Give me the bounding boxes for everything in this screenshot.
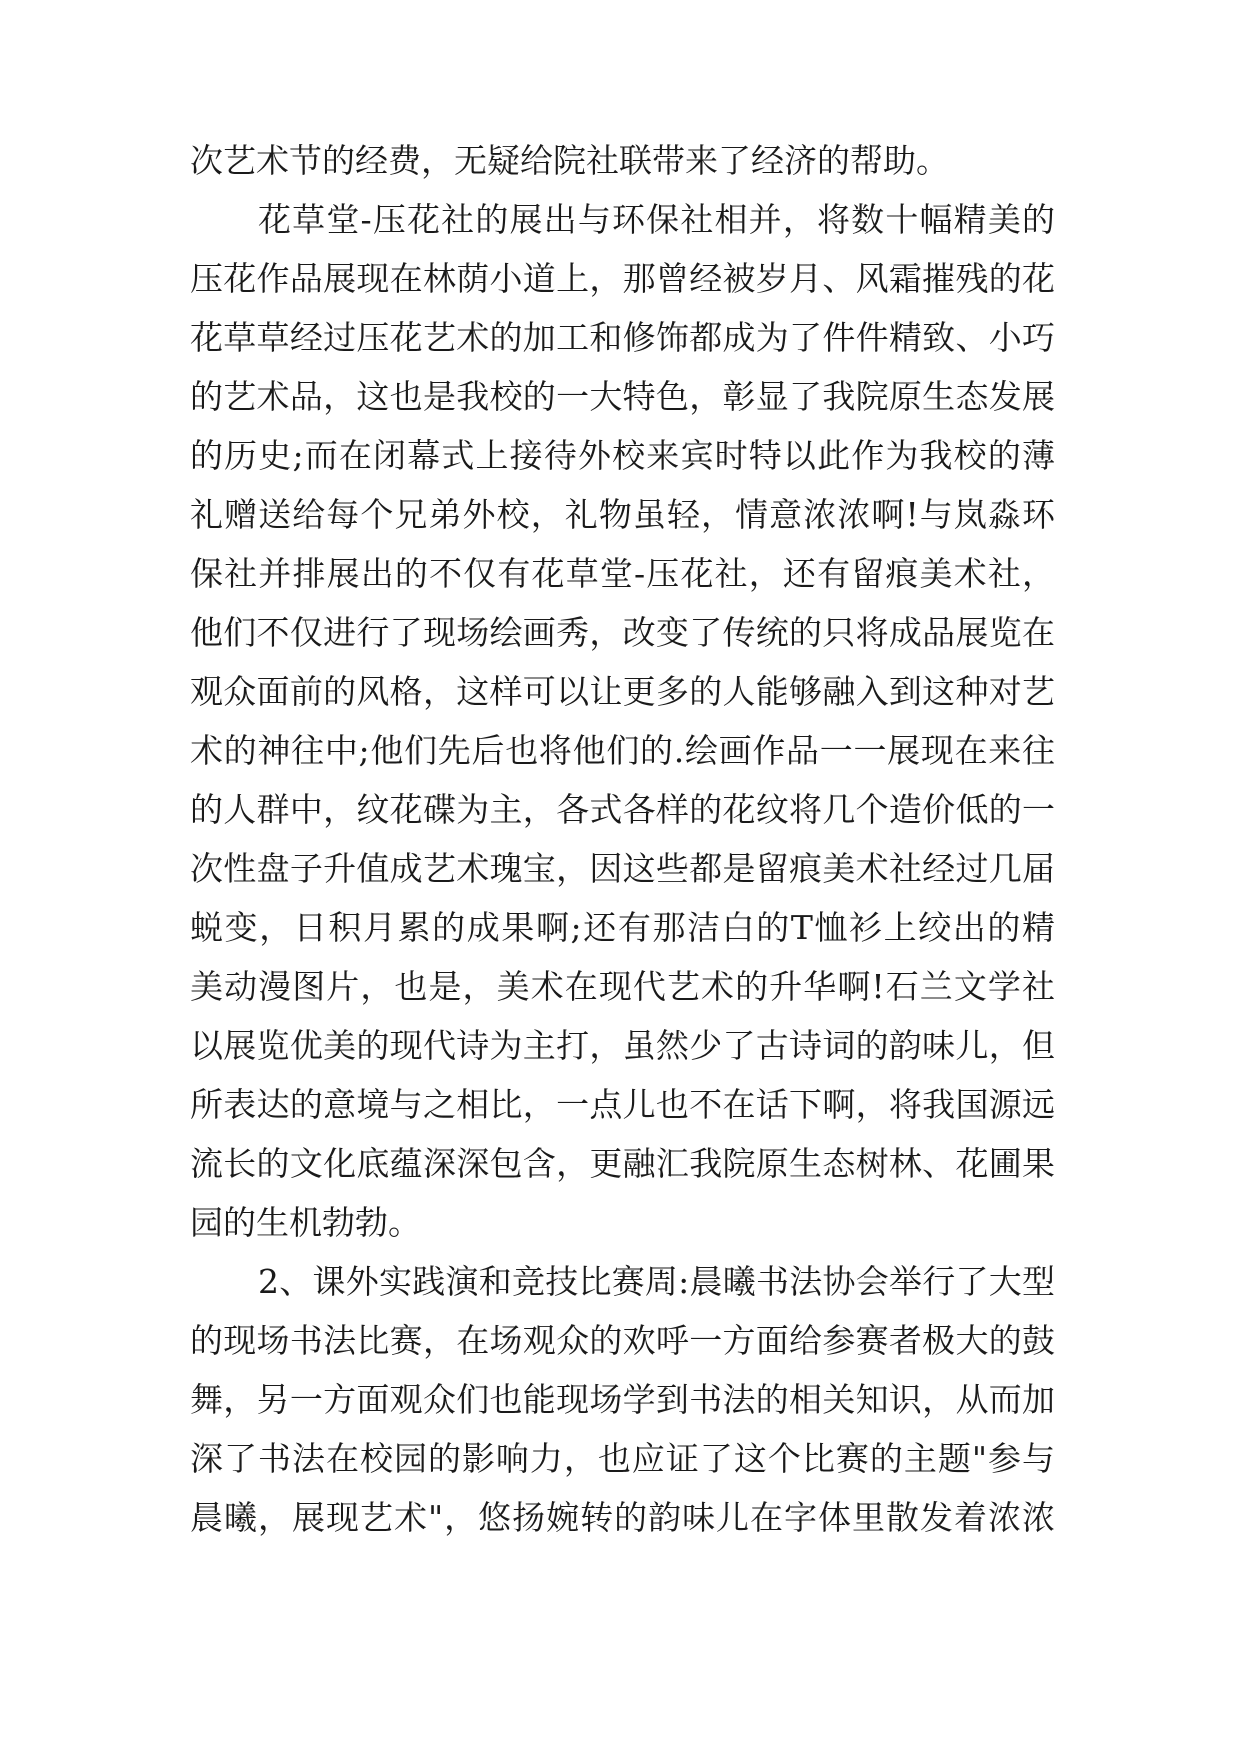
text-line: 舞，另一方面观众们也能现场学到书法的相关知识，从而加	[190, 1380, 1055, 1419]
text-line: 晨曦，展现艺术"，悠扬婉转的韵味儿在字体里散发着浓浓	[190, 1498, 1055, 1537]
text-line: 园的生机勃勃。	[190, 1203, 421, 1242]
text-line: 术的神往中;他们先后也将他们的.绘画作品一一展现在来往	[190, 731, 1055, 770]
text-line: 以展览优美的现代诗为主打，虽然少了古诗词的韵味儿，但	[190, 1026, 1055, 1065]
paragraph-start-line: 花草堂-压花社的展出与环保社相并，将数十幅精美的	[258, 200, 1055, 239]
text-line: 深了书法在校园的影响力，也应证了这个比赛的主题"参与	[190, 1439, 1055, 1478]
text-line: 的人群中，纹花碟为主，各式各样的花纹将几个造价低的一	[190, 790, 1055, 829]
text-line: 的艺术品，这也是我校的一大特色，彰显了我院原生态发展	[190, 377, 1055, 416]
text-line: 流长的文化底蕴深深包含，更融汇我院原生态树林、花圃果	[190, 1144, 1055, 1183]
text-line: 观众面前的风格，这样可以让更多的人能够融入到这种对艺	[190, 672, 1055, 711]
text-line: 蜕变，日积月累的成果啊;还有那洁白的T恤衫上绞出的精	[190, 908, 1055, 947]
text-line: 的历史;而在闭幕式上接待外校来宾时特以此作为我校的薄	[190, 436, 1055, 475]
text-line: 美动漫图片，也是，美术在现代艺术的升华啊!石兰文学社	[190, 967, 1055, 1006]
text-line: 所表达的意境与之相比，一点儿也不在话下啊，将我国源远	[190, 1085, 1055, 1124]
text-line: 礼赠送给每个兄弟外校，礼物虽轻，情意浓浓啊!与岚淼环	[190, 495, 1055, 534]
text-line: 压花作品展现在林荫小道上，那曾经被岁月、风霜摧残的花	[190, 259, 1055, 298]
text-line: 保社并排展出的不仅有花草堂-压花社，还有留痕美术社，	[190, 554, 1055, 593]
paragraph-start-line: 2、课外实践演和竞技比赛周:晨曦书法协会举行了大型	[258, 1262, 1055, 1301]
text-line: 的现场书法比赛，在场观众的欢呼一方面给参赛者极大的鼓	[190, 1321, 1055, 1360]
text-line: 次性盘子升值成艺术瑰宝，因这些都是留痕美术社经过几届	[190, 849, 1055, 888]
text-line: 花草草经过压花艺术的加工和修饰都成为了件件精致、小巧	[190, 318, 1055, 357]
text-line: 次艺术节的经费，无疑给院社联带来了经济的帮助。	[190, 141, 949, 180]
text-line: 他们不仅进行了现场绘画秀，改变了传统的只将成品展览在	[190, 613, 1055, 652]
